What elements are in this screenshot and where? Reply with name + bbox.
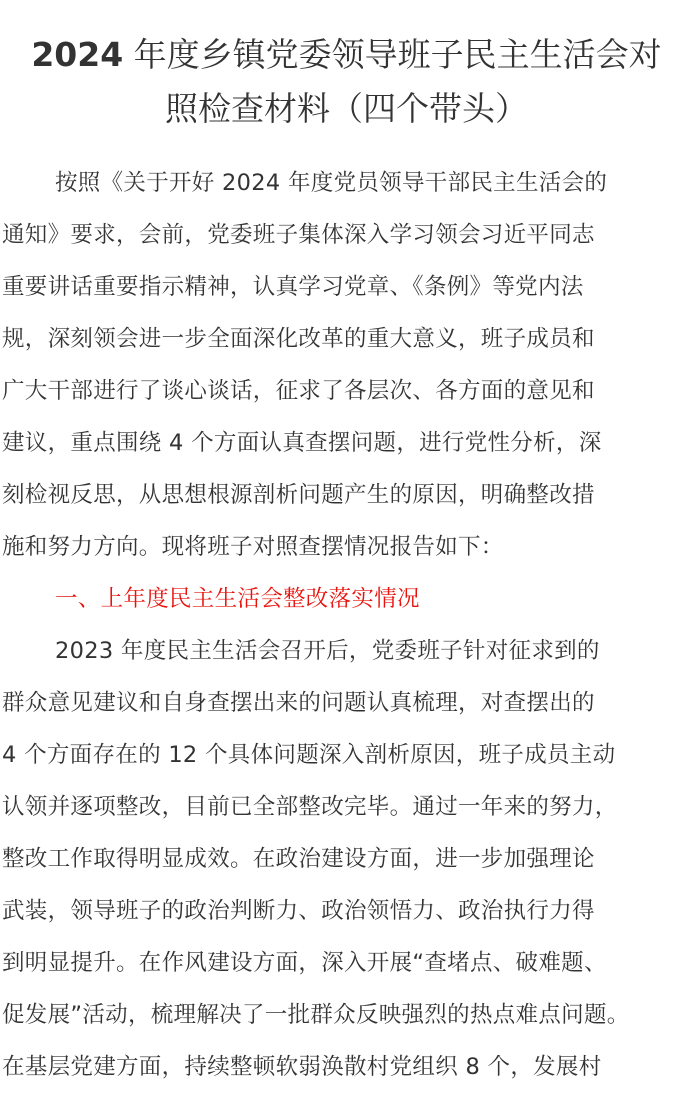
paragraph-2-line: 在基层党建方面，持续整顿软弱涣散村党组织 8 个，发展村 [2, 1054, 602, 1080]
paragraph-2-line: 4 个方面存在的 12 个具体问题深入剖析原因，班子成员主动 [2, 742, 616, 768]
title-line-1-text: 年度乡镇党委领导班子民主生活会对 [123, 35, 662, 74]
paragraph-2-line: 到明显提升。在作风建设方面，深入开展“查堵点、破难题、 [2, 950, 607, 976]
section-1-heading: 一、上年度民主生活会整改落实情况 [55, 586, 420, 612]
paragraph-1-line: 重要讲话重要指示精神，认真学习党章、《条例》等党内法 [2, 274, 584, 300]
document-title [0, 28, 693, 136]
paragraph-1-line: 按照《关于开好 2024 年度党员领导干部民主生活会的 [55, 170, 608, 196]
paragraph-2-line: 促发展”活动，梳理解决了一批群众反映强烈的热点难点问题。 [2, 1002, 630, 1028]
paragraph-2-line: 2023 年度民主生活会召开后，党委班子针对征求到的 [55, 638, 600, 664]
paragraph-1-line: 规，深刻领会进一步全面深化改革的重大意义，班子成员和 [2, 326, 595, 352]
paragraph-1-line: 广大干部进行了谈心谈话，征求了各层次、各方面的意见和 [2, 378, 595, 404]
title-line-2: 照检查材料（四个带头） [165, 89, 528, 128]
paragraph-2-line: 武装，领导班子的政治判断力、政治领悟力、政治执行力得 [2, 898, 595, 924]
paragraph-1-line: 刻检视反思，从思想根源剖析问题产生的原因，明确整改措 [2, 482, 595, 508]
paragraph-2-line: 认领并逐项整改，目前已全部整改完毕。通过一年来的努力， [2, 794, 618, 820]
paragraph-1-line: 施和努力方向。现将班子对照查摆情况报告如下： [2, 534, 504, 560]
title-year: 2024 [31, 35, 124, 74]
paragraph-1-line: 通知》要求，会前，党委班子集体深入学习领会习近平同志 [2, 222, 595, 248]
paragraph-2-line: 群众意见建议和自身查摆出来的问题认真梳理，对查摆出的 [2, 690, 595, 716]
document-body [2, 157, 693, 1093]
paragraph-1-line: 建议，重点围绕 4 个方面认真查摆问题，进行党性分析，深 [2, 430, 602, 456]
title-line-1 [0, 28, 693, 82]
paragraph-2-line: 整改工作取得明显成效。在政治建设方面，进一步加强理论 [2, 846, 595, 872]
